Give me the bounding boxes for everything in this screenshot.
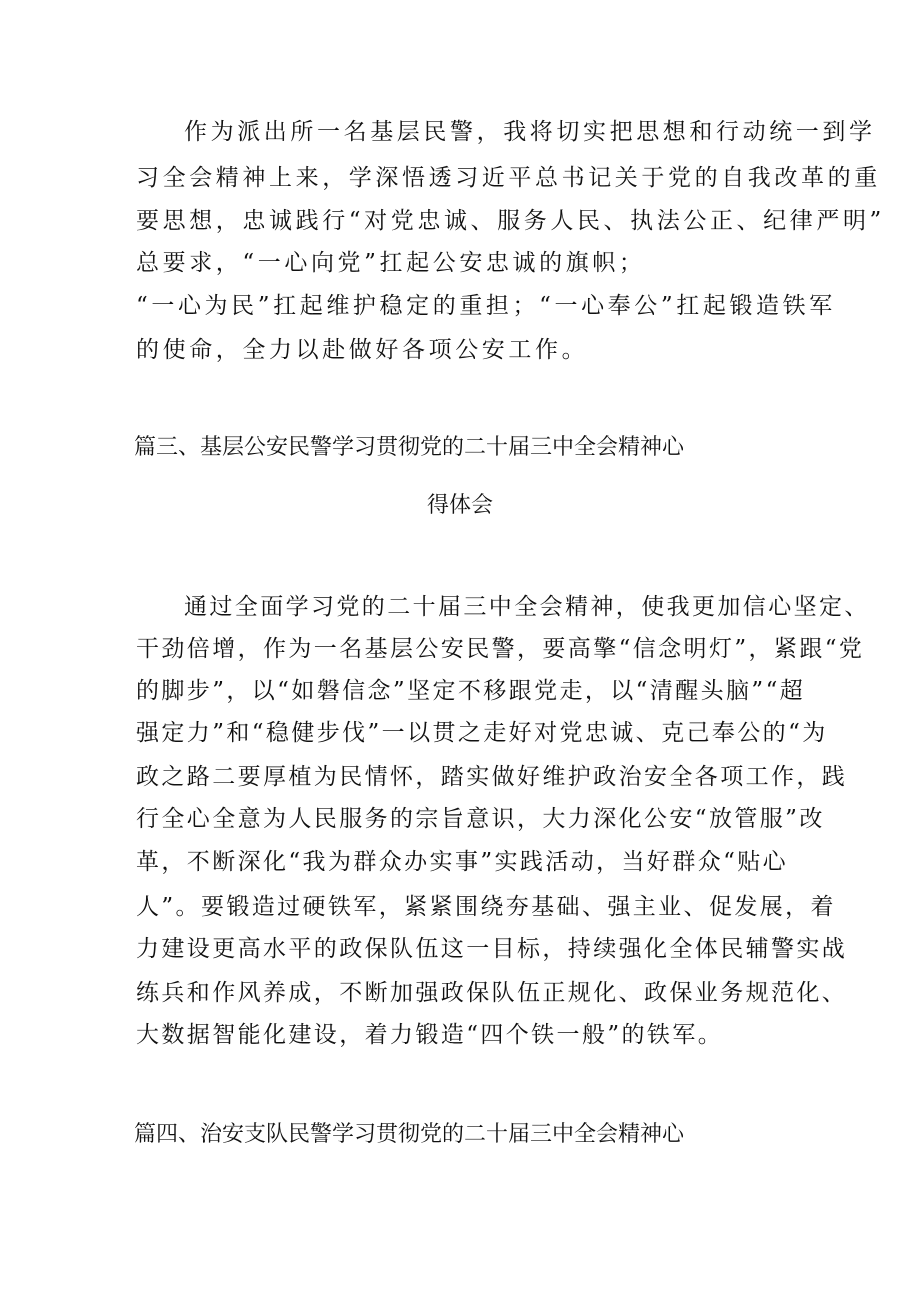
text-line: 行全心全意为人民服务的宗旨意识，大力深化公安“放管服”改 <box>136 806 825 832</box>
text-line: 的使命，全力以赴做好各项公安工作。 <box>136 337 589 363</box>
text-line: 政之路二要厚植为民情怀，踏实做好维护政治安全各项工作，践 <box>136 764 848 790</box>
text-line: 通过全面学习党的二十届三中全会精神，使我更加信心坚定、 <box>184 594 870 620</box>
section-title-line: 得体会 <box>426 493 493 518</box>
text-line: 习全会精神上来，学深悟透习近平总书记关于党的自我改革的重 <box>136 165 881 191</box>
text-line: 总要求，“一心向党”扛起公安忠诚的旗帜； <box>136 250 646 276</box>
text-line: 要思想，忠诚践行“对党忠诚、服务人民、执法公正、纪律严明” <box>136 208 885 234</box>
text-line: 练兵和作风养成，不断加强政保队伍正规化、政保业务规范化、 <box>136 980 848 1006</box>
text-line: 作为派出所一名基层民警，我将切实把思想和行动统一到学 <box>184 119 876 145</box>
text-line: 革，不断深化“我为群众办实事”实践活动，当好群众“贴心 <box>136 849 789 875</box>
text-line: 力建设更高水平的政保队伍这一目标，持续强化全体民辅警实战 <box>136 936 848 962</box>
section-title-line: 篇三、基层公安民警学习贯彻党的二十届三中全会精神心 <box>134 435 685 460</box>
text-line: 人”。要锻造过硬铁军，紧紧围绕夯基础、强主业、促发展，着 <box>136 894 836 920</box>
text-line: 的脚步”，以“如磐信念”坚定不移跟党走，以“清醒头脑”“超 <box>136 678 806 704</box>
text-line: 大数据智能化建设，着力锻造“四个铁一般”的铁军。 <box>136 1022 724 1048</box>
text-line: 干劲倍增，作为一名基层公安民警，要高擎“信念明灯”，紧跟“党 <box>136 636 865 662</box>
text-line: “一心为民”扛起维护稳定的重担；“一心奉公”扛起锻造铁军 <box>136 293 836 319</box>
section-title-line: 篇四、治安支队民警学习贯彻党的二十届三中全会精神心 <box>134 1122 685 1147</box>
text-line: 强定力”和“稳健步伐”一以贯之走好对党忠诚、克己奉公的“为 <box>136 720 828 746</box>
